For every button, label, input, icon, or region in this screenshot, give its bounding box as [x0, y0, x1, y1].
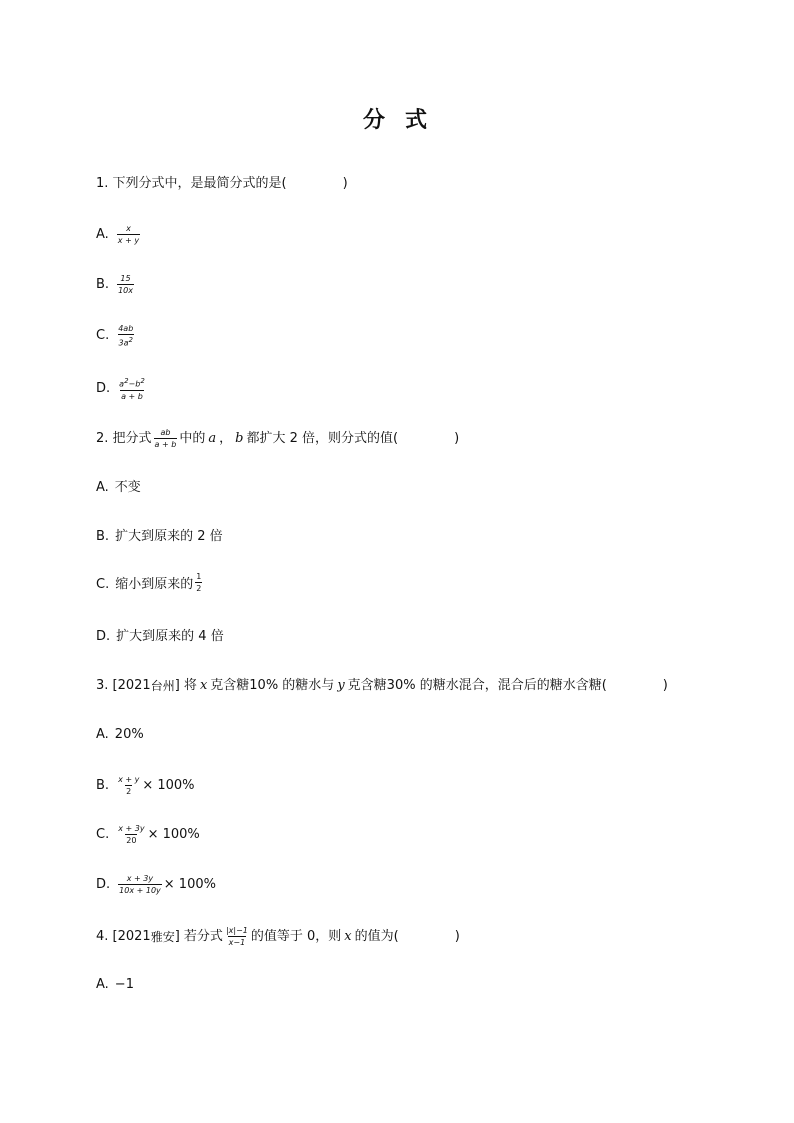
fraction: $\frac{a2-b2}{a + b}$: [119, 377, 145, 401]
question-1-option-b: B. $\frac{15}{10x}$: [96, 274, 133, 295]
question-3-option-d: D. $\frac{x + 3y}{10x + 10y}$ × 100%: [96, 874, 216, 895]
fraction: $\frac{x + 3y}{10x + 10y}$: [119, 874, 161, 895]
question-4-stem: 4. [2021 雅安 ] 若分式 $\frac{|x|-1}{x-1}$ 的值等于 0，则 x 的值为( ): [96, 926, 460, 947]
question-1-stem: 1. 下列分式中，是最简分式的是( ): [96, 176, 348, 191]
fraction: $\frac{|x|-1}{x-1}$: [225, 926, 248, 947]
question-3-option-c: C. $\frac{x + 3y}{20}$ × 100%: [96, 824, 200, 845]
fraction: $\frac{x}{x + y}$: [117, 224, 140, 245]
question-3-option-a: A. 20%: [96, 727, 144, 742]
question-4-option-a: A. −1: [96, 977, 134, 992]
question-2-option-b: B. 扩大到原来的 2 倍: [96, 529, 223, 544]
question-2-option-a: A. 不变: [96, 480, 141, 495]
question-2-option-d: D. 扩大到原来的 4 倍: [96, 629, 224, 644]
fraction: $\frac{4ab}{3a2}$: [118, 324, 134, 348]
fraction: $\frac{ab}{a + b}$: [154, 428, 177, 449]
question-1-option-c: C. $\frac{4ab}{3a2}$: [96, 324, 134, 348]
question-2-stem: 2. 把分式 $\frac{ab}{a + b}$ 中的 a ， b 都扩大 2 倍，则分式的值( ): [96, 428, 460, 449]
question-1-option-a: A. $\frac{x}{x + y}$: [96, 224, 140, 245]
fraction: $\frac{x + 3y}{20}$: [118, 824, 145, 845]
question-2-option-c: C. 缩小到原来的 $\frac{1}{2}$: [96, 571, 202, 593]
fraction: $\frac{15}{10x}$: [118, 274, 133, 295]
fraction: $\frac{1}{2}$: [196, 571, 202, 593]
page-title: 分 式: [362, 108, 432, 133]
question-source: 雅安: [150, 929, 175, 944]
question-3-option-b: B. $\frac{x + y}{2}$ × 100%: [96, 775, 195, 796]
fraction: $\frac{x + y}{2}$: [118, 775, 140, 796]
question-1-option-d: D. $\frac{a2-b2}{a + b}$: [96, 377, 145, 401]
question-3-stem: 3. [2021 台州 ] 将 x 克含糖10% 的糖水与 y 克含糖30% 的糖水混合，混合后的糖水含糖( ): [96, 678, 668, 693]
question-source: 台州: [150, 679, 175, 693]
